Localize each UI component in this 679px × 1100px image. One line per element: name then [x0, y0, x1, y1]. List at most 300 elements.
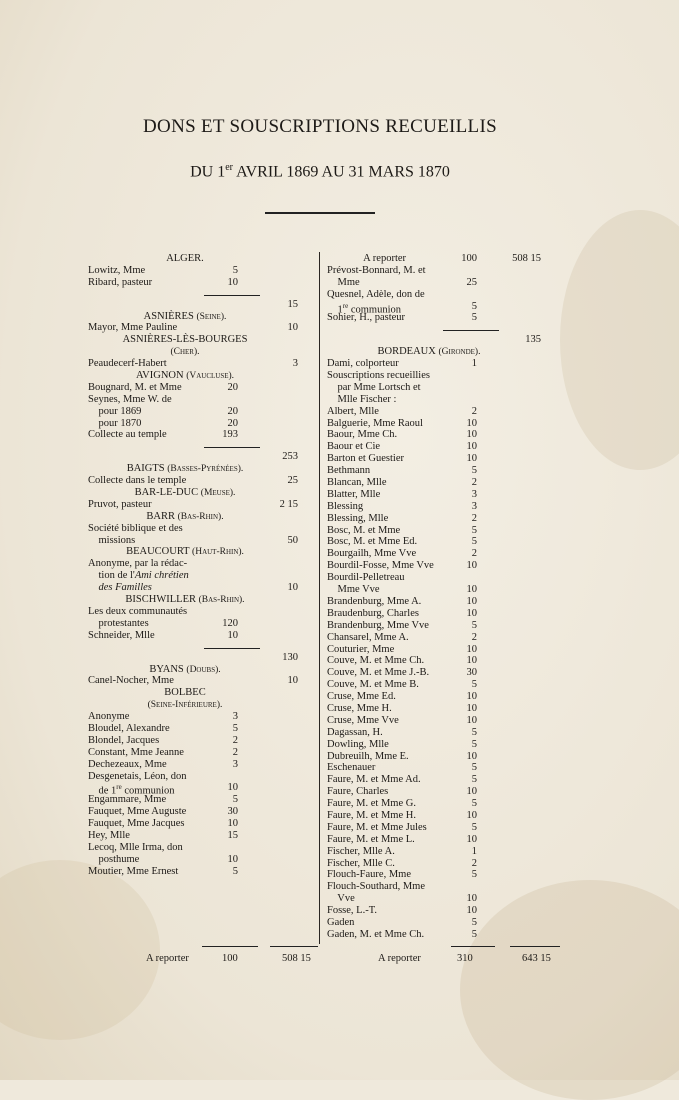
entry-text: Moutier, Mme Ernest [88, 865, 179, 877]
entry-name [88, 771, 187, 783]
page-title: DONS ET SOUSCRIPTIONS RECUEILLIS [143, 116, 497, 137]
entry-text: Prévost-Bonnard, M. et [327, 264, 426, 276]
entry-name [327, 869, 411, 881]
table-row [327, 739, 567, 751]
entry-text: A reporter [327, 253, 407, 264]
entry-name [327, 560, 434, 572]
entry-amount: 10 [466, 655, 477, 667]
entry-name [327, 501, 363, 513]
entry-name [327, 596, 421, 608]
table-row [327, 751, 567, 763]
table-row [88, 652, 318, 664]
entry-name [327, 786, 388, 798]
table-row [88, 747, 318, 759]
entry-text: Sohier, H., pasteur [327, 312, 406, 324]
entry-text: Ribard, pasteur [88, 276, 153, 288]
entry-amount: 10 [466, 786, 477, 798]
entry-name [327, 881, 425, 893]
entry-text: Seynes, Mme W. de [88, 393, 172, 405]
entry-text: Gaden, M. et Mme Ch. [327, 928, 425, 940]
entry-text: Baour, Mme Ch. [327, 429, 398, 441]
entry-amount: 10 [227, 629, 238, 641]
table-row [327, 667, 567, 679]
entry-text: Engammare, Mme [88, 794, 167, 806]
entry-name [88, 723, 170, 735]
entry-italic: Ami chrétien [134, 570, 189, 582]
entry-name [88, 475, 186, 487]
entry-text: Desgenetais, Léon, don [88, 770, 187, 782]
entry-text: Bosc, M. et Mme [327, 524, 401, 536]
entry-name [327, 406, 379, 418]
entry-name [88, 675, 174, 687]
entry-name [327, 834, 415, 846]
entry-name [327, 418, 423, 430]
entry-amount: 20 [227, 381, 238, 393]
entry-amount: 10 [466, 893, 477, 905]
entry-amount: 5 [471, 738, 477, 750]
entry-name [327, 632, 409, 644]
entry-name [327, 667, 429, 679]
table-row [327, 905, 567, 917]
entry-text: Bourdil-Fosse, Mme Vve [327, 560, 434, 572]
entry-text: Couve, M. et Mme J.-B. [327, 667, 430, 679]
table-row [88, 358, 318, 370]
table-row [88, 451, 318, 463]
entry-text: Mlle Fischer : [327, 393, 397, 405]
entry-text: Bourdil-Pelletreau [327, 572, 405, 584]
table-row [88, 582, 318, 594]
entry-tail: communion [121, 785, 175, 797]
table-row [327, 715, 567, 727]
entry-name [327, 751, 409, 763]
table-row [327, 608, 567, 620]
entry-name [327, 727, 383, 739]
entry-name [327, 893, 355, 905]
entry-amount: 10 [466, 643, 477, 655]
entry-name [327, 441, 380, 453]
entry-amount: 30 [466, 667, 477, 679]
entry-amount: 2 [471, 477, 477, 489]
entry-name [327, 429, 397, 441]
table-row [327, 679, 567, 691]
entry-sup: re [116, 783, 122, 792]
entry-name [327, 739, 389, 751]
entry-amount: 2 [471, 631, 477, 643]
entry-total: 10 [287, 582, 298, 594]
entry-name [88, 806, 186, 818]
entry-name [327, 620, 429, 632]
entry-amount: 3 [232, 758, 238, 770]
entry-italic: des Familles [88, 582, 152, 594]
entry-amount: 100 [461, 253, 477, 264]
entry-amount: 5 [471, 679, 477, 691]
entry-text: Lecoq, Mlle Irma, don [88, 841, 183, 853]
entry-amount: 10 [466, 750, 477, 762]
entry-name [327, 798, 416, 810]
entry-name [327, 691, 396, 703]
entry-text: missions [88, 534, 136, 546]
entry-text: pour 1870 [88, 417, 142, 429]
table-row [88, 277, 318, 289]
entry-name [327, 525, 400, 537]
heading-text: BARR [146, 510, 176, 522]
subtotal-rule [443, 330, 499, 331]
entry-name [327, 277, 360, 289]
entry-name [88, 818, 185, 830]
entry-amount: 2 [232, 734, 238, 746]
entry-text: Cruse, Mme Vve [327, 714, 399, 726]
entry-amount: 5 [471, 524, 477, 536]
entry-amount: 5 [471, 774, 477, 786]
entry-text: Bougnard, M. et Mme [88, 381, 182, 393]
entry-total: 25 [287, 475, 298, 487]
table-row [88, 723, 318, 735]
entry-sup: re [342, 301, 349, 310]
entry-amount: 1 [471, 845, 477, 857]
heading-text: ALGER. [166, 253, 204, 264]
entry-amount: 10 [466, 417, 477, 429]
heading-text: BAIGTS [126, 463, 165, 475]
table-row [327, 917, 567, 929]
entry-name [88, 535, 135, 547]
entry-text: Gaden [327, 916, 355, 928]
entry-text: Albert, Mlle [327, 405, 379, 417]
entry-text: Couturier, Mme [327, 643, 395, 655]
entry-amount: 20 [227, 417, 238, 429]
entry-name [88, 406, 141, 418]
entry-amount: 5 [471, 798, 477, 810]
heading-text: ASNIÈRES [143, 310, 194, 322]
entry-name [88, 711, 129, 723]
table-row [88, 630, 318, 642]
table-row [88, 535, 318, 547]
table-row [88, 558, 318, 570]
entry-amount: 5 [471, 536, 477, 548]
table-row [327, 418, 567, 430]
entry-name [327, 810, 416, 822]
entry-name [327, 762, 375, 774]
footer-rule [270, 946, 318, 947]
entry-text: Fischer, Mlle C. [327, 857, 395, 869]
table-row [327, 334, 567, 346]
heading-text: BISCHWILLER [125, 594, 196, 606]
entry-text: Fauquet, Mme Jacques [88, 818, 185, 830]
entry-name [88, 499, 152, 511]
table-row [88, 735, 318, 747]
entry-name [327, 453, 404, 465]
entry-amount: 10 [466, 809, 477, 821]
table-row [327, 277, 567, 289]
entry-text: par Mme Lortsch et [327, 381, 421, 393]
table-row [327, 774, 567, 786]
entry-tail: communion [348, 304, 401, 316]
entry-name [88, 394, 172, 406]
entry-text: Dami, colporteur [327, 358, 399, 370]
page-subtitle [0, 162, 640, 181]
entry-amount: 5 [471, 916, 477, 928]
entry-text: Braudenburg, Charles [327, 607, 419, 619]
subtotal-rule-row [327, 324, 567, 334]
entry-amount: 15 [227, 829, 238, 841]
heading-text: ASNIÈRES-LÈS-BOURGES [122, 334, 248, 346]
entry-amount: 10 [227, 782, 238, 794]
entry-name [88, 570, 189, 582]
table-row [327, 382, 567, 394]
entry-name [88, 558, 187, 570]
entry-name [327, 312, 405, 324]
entry-text: Blatter, Mlle [327, 488, 381, 500]
entry-name [88, 735, 159, 747]
entry-amount: 25 [466, 276, 477, 288]
entry-name [327, 358, 399, 370]
entry-text: Faure, M. et Mme Jules [327, 821, 427, 833]
table-row [88, 759, 318, 771]
entry-amount: 10 [466, 905, 477, 917]
entry-text: Fosse, L.-T. [327, 905, 377, 917]
entry-name [327, 253, 406, 265]
entry-amount: 193 [222, 429, 238, 441]
section-heading [88, 334, 318, 346]
subtotal-rule-row [88, 642, 318, 652]
table-row [327, 858, 567, 870]
entry-text: Brandenburg, Mme A. [327, 595, 422, 607]
entry-text: Anonyme [88, 711, 130, 723]
entry-total: 15 [287, 298, 298, 310]
heading-text: BYANS [149, 663, 184, 675]
entry-amount: 2 [471, 512, 477, 524]
section-heading [88, 546, 318, 558]
paper-stain [560, 210, 679, 470]
entry-text: Mayor, Mme Pauline [88, 322, 178, 334]
entry-text: posthume [88, 853, 140, 865]
heading-region: (Seine). [196, 311, 227, 322]
table-row [327, 300, 567, 316]
entry-text: Blancan, Mlle [327, 477, 387, 489]
entry-total: 3 [292, 358, 298, 370]
table-row [327, 501, 567, 513]
footer-rule [451, 946, 495, 947]
entry-name [88, 747, 184, 759]
entry-amount: 5 [471, 762, 477, 774]
entry-name [88, 606, 187, 618]
table-row [88, 806, 318, 818]
table-row [88, 830, 318, 842]
entry-amount: 5 [471, 619, 477, 631]
entry-text: Dechezeaux, Mme [88, 758, 167, 770]
entry-amount: 3 [471, 500, 477, 512]
entry-name [88, 794, 166, 806]
entry-total: 508 15 [512, 253, 541, 264]
table-row [327, 929, 567, 941]
entry-name [327, 370, 430, 382]
entry-amount: 10 [466, 441, 477, 453]
entry-name [88, 854, 139, 866]
table-row [327, 358, 567, 370]
section-heading [88, 594, 318, 606]
entry-text: Société biblique et des [88, 522, 183, 534]
subtotal-rule-row [88, 289, 318, 299]
table-row [327, 572, 567, 584]
heading-region: (Bas-Rhin). [198, 595, 245, 606]
entry-text: Collecte dans le temple [88, 475, 187, 487]
entry-amount: 5 [232, 264, 238, 276]
entry-text: Brandenburg, Mme Vve [327, 619, 429, 631]
table-row [327, 644, 567, 656]
section-heading [88, 487, 318, 499]
entry-amount: 5 [471, 821, 477, 833]
entry-text: Eschenauer [327, 762, 376, 774]
table-row [327, 265, 567, 277]
entry-text: tion de l' [88, 570, 135, 582]
footer-right-label: A reporter [378, 953, 421, 964]
table-row [327, 477, 567, 489]
entry-name [327, 477, 386, 489]
entry-text: Faure, M. et Mme L. [327, 833, 415, 845]
table-row [88, 299, 318, 311]
entry-text: Dowling, Mlle [327, 738, 389, 750]
entry-name [88, 759, 167, 771]
table-row [327, 822, 567, 834]
entry-amount: 5 [232, 865, 238, 877]
entry-amount: 10 [466, 833, 477, 845]
entry-name [327, 584, 380, 596]
entry-name [88, 358, 167, 370]
entry-text: Constant, Mme Jeanne [88, 746, 184, 758]
table-row [327, 289, 567, 301]
entry-name [327, 929, 424, 941]
entry-text: Lowitz, Mme [88, 264, 146, 276]
entry-text: Cruse, Mme H. [327, 702, 392, 714]
entry-name [327, 774, 421, 786]
entry-text: Bloudel, Alexandre [88, 722, 170, 734]
entry-name [327, 822, 427, 834]
table-row [327, 312, 567, 324]
table-row [327, 703, 567, 715]
entry-name [88, 618, 149, 630]
entry-total: 50 [287, 534, 298, 546]
heading-region: (Seine-Inférieure). [147, 700, 223, 711]
table-row [88, 429, 318, 441]
table-row [327, 798, 567, 810]
footer-right-total: 643 15 [522, 953, 551, 964]
entry-amount: 10 [466, 691, 477, 703]
entry-text: Bourgailh, Mme Vve [327, 548, 417, 560]
entry-name [327, 644, 394, 656]
title-rule [265, 212, 375, 214]
entry-amount: 5 [232, 722, 238, 734]
table-row [327, 834, 567, 846]
table-row [327, 394, 567, 406]
entry-text: Collecte au temple [88, 429, 167, 441]
entry-name [327, 289, 425, 301]
entry-amount: 10 [466, 702, 477, 714]
section-heading [88, 311, 318, 323]
table-row [327, 786, 567, 798]
table-row [327, 846, 567, 858]
entry-amount: 10 [466, 560, 477, 572]
section-heading [88, 687, 318, 699]
footer-left-label: A reporter [146, 953, 189, 964]
entry-text: Blondel, Jacques [88, 734, 160, 746]
entry-text: Dagassan, H. [327, 726, 383, 738]
entry-text: Dubreuilh, Mme E. [327, 750, 409, 762]
entry-amount: 5 [232, 794, 238, 806]
section-heading [327, 346, 567, 358]
entry-name [327, 679, 419, 691]
entry-text: protestantes [88, 617, 149, 629]
entry-name [88, 418, 141, 430]
entry-amount: 5 [471, 928, 477, 940]
entry-text: de 1 [88, 785, 117, 797]
heading-region: (Basses-Pyrénées). [167, 464, 244, 475]
entry-name [327, 703, 392, 715]
entry-amount: 20 [227, 405, 238, 417]
table-row [88, 854, 318, 866]
entry-name [327, 655, 424, 667]
entry-amount: 2 [471, 857, 477, 869]
entry-text: Souscriptions recueillies [327, 370, 430, 382]
entry-amount: 10 [227, 853, 238, 865]
heading-region: (Gironde). [438, 347, 481, 358]
entry-total: 130 [282, 651, 298, 663]
entry-amount: 5 [471, 726, 477, 738]
left-column [88, 253, 318, 878]
entry-amount: 10 [466, 607, 477, 619]
entry-text: Baour et Cie [327, 441, 381, 453]
table-row [327, 655, 567, 667]
section-heading [88, 511, 318, 523]
section-heading [88, 699, 318, 711]
entry-name [88, 277, 152, 289]
table-row [327, 441, 567, 453]
entry-amount: 5 [471, 312, 477, 324]
heading-text: BORDEAUX [377, 346, 436, 358]
table-row [327, 489, 567, 501]
heading-region: (Haut-Rhin). [192, 547, 244, 558]
table-row [327, 370, 567, 382]
table-row [88, 606, 318, 618]
heading-region: (Cher). [170, 347, 200, 358]
column-separator [319, 252, 320, 944]
entry-text: pour 1869 [88, 405, 142, 417]
table-row [327, 406, 567, 418]
entry-text: Fauquet, Mme Auguste [88, 806, 187, 818]
entry-name [327, 548, 416, 560]
table-row [327, 893, 567, 905]
entry-name [327, 572, 405, 584]
entry-total: 2 15 [279, 498, 298, 510]
entry-total: 10 [287, 675, 298, 687]
entry-name [88, 630, 155, 642]
heading-region: (Meuse). [200, 488, 236, 499]
entry-total: 135 [525, 334, 541, 346]
entry-text: Faure, M. et Mme Ad. [327, 774, 421, 786]
subtotal-rule [204, 648, 260, 649]
table-row [327, 429, 567, 441]
table-row [88, 818, 318, 830]
table-row [88, 711, 318, 723]
table-row [88, 866, 318, 878]
table-row [327, 525, 567, 537]
entry-name [327, 715, 399, 727]
entry-name [88, 830, 130, 842]
table-row [88, 794, 318, 806]
entry-text: Les deux communautés [88, 605, 188, 617]
section-heading [88, 253, 318, 265]
table-row [327, 691, 567, 703]
table-row [88, 418, 318, 430]
heading-region: (Bas-Rhin). [177, 511, 224, 522]
